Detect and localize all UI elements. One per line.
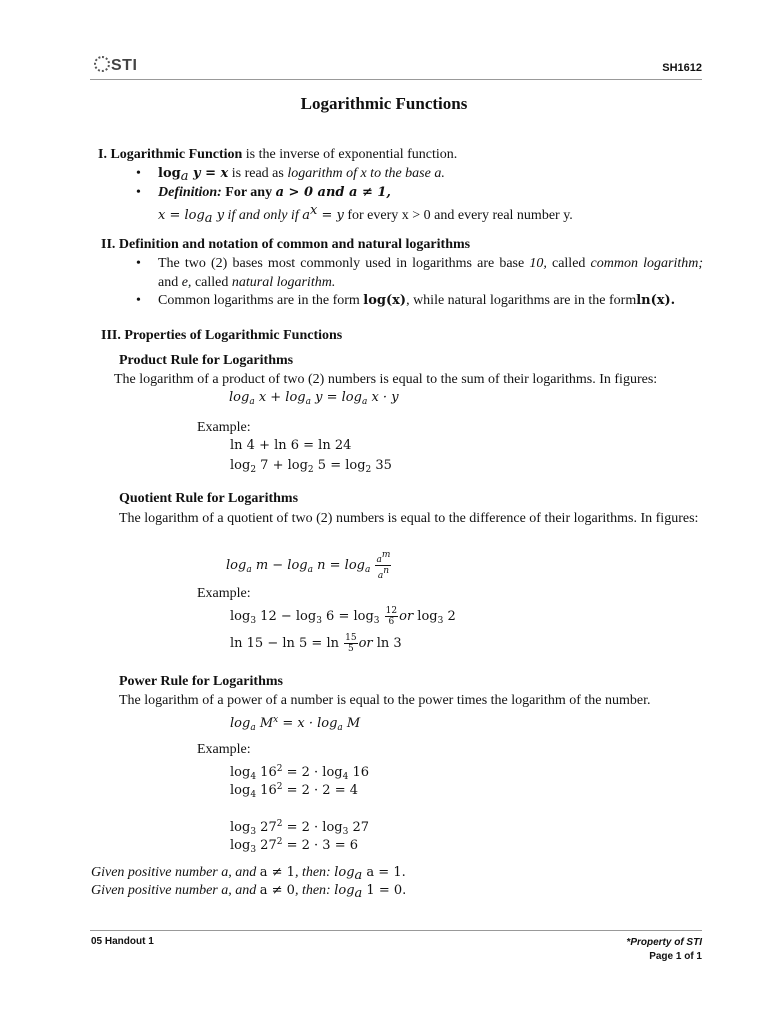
section-3-heading: III. Properties of Logarithmic Functions [101,328,343,343]
document-code: SH1612 [662,62,702,74]
header-rule [90,79,702,80]
power-rule-text: The logarithm of a power of a number is equal to the power times the logarithm of the number. [119,693,651,708]
quotient-rule-heading: Quotient Rule for Logarithms [119,491,299,506]
section-1-bullet-1: • $\log_a y = x$ is read as logarithm of x to the base a. [136,166,445,184]
product-rule-heading: Product Rule for Logarithms [119,353,294,368]
product-example-1: ln 4 + ln 6 = ln 24 [230,438,352,453]
sti-logo: STI [94,56,137,75]
section-1-bullet-2: • Definition: For any a > 0 and a ≠ 1, [136,185,391,200]
power-rule-heading: Power Rule for Logarithms [119,674,283,689]
given-statement-1: Given positive number a, and a ≠ 1, then: $\log_a a = 1$. [91,865,406,883]
section-2-heading: II. Definition and notation of common and natural logarithms [101,237,471,252]
section-1-heading: I. Logarithmic Function is the inverse of exponential function. [98,147,458,162]
product-rule-formula: $\log_a x + \log_a y = \log_a x \cdot y$ [229,390,399,407]
page-title: Logarithmic Functions [300,94,468,113]
quotient-rule-formula: $\log_a m - \log_a n = \log_a$ $\frac{a^m}{a^n}$ [226,550,391,581]
power-example-label: Example: [197,742,251,757]
footer-right [626,936,702,964]
power-example-2: $\log_4 16^2 = 2 \cdot 2 = 4$ [230,782,358,800]
footer-property: *Property of STI [626,937,702,948]
section-1-definition-line: $x = \log_a y$ if and only if $a^x = y$ for every x > 0 and every real number y. [158,203,573,226]
quotient-rule-text: The logarithm of a quotient of two (2) numbers is equal to the difference of their logarithms. In figures: [119,511,699,526]
product-example-label: Example: [197,420,251,435]
power-example-1: $\log_4 16^2 = 2 \cdot \log_4 16$ [230,764,370,782]
footer-rule [90,930,702,931]
power-rule-formula: $\log_a M^x = x \cdot \log_a M$ [230,715,361,733]
section-2-bullet-1: • The two (2) bases most commonly used in logarithms are base 10, called common logarithm; and e, called natural logarithm. [136,256,704,290]
power-example-4: $\log_3 27^2 = 2 \cdot 3 = 6$ [230,837,358,855]
quotient-example-label: Example: [197,586,251,601]
product-rule-text: The logarithm of a product of two (2) numbers is equal to the sum of their logarithms. In figures: [114,372,658,387]
given-statement-2: Given positive number a, and a ≠ 0, then: $\log_a 1 = 0$. [91,883,407,901]
section-2-bullet-2: • Common logarithms are in the form log(x), while natural logarithms are in the formln(x). [136,293,676,308]
footer-handout-label: 05 Handout 1 [91,936,154,947]
footer-page-number: Page 1 of 1 [649,951,702,962]
power-example-3: $\log_3 27^2 = 2 \cdot \log_3 27$ [230,819,370,837]
logo-mark-icon [94,56,110,72]
product-example-2: $\log_2 7 + \log_2 5 = \log_2 35$ [230,458,392,475]
quotient-example-2: ln 15 − ln 5 = ln $\frac{15}{5}$ or ln 3 [230,633,402,654]
quotient-example-1: $\log_3 12 - \log_3 6 = \log_3$ $\frac{12}{6}$ or $\log_3 2$ [230,606,456,627]
